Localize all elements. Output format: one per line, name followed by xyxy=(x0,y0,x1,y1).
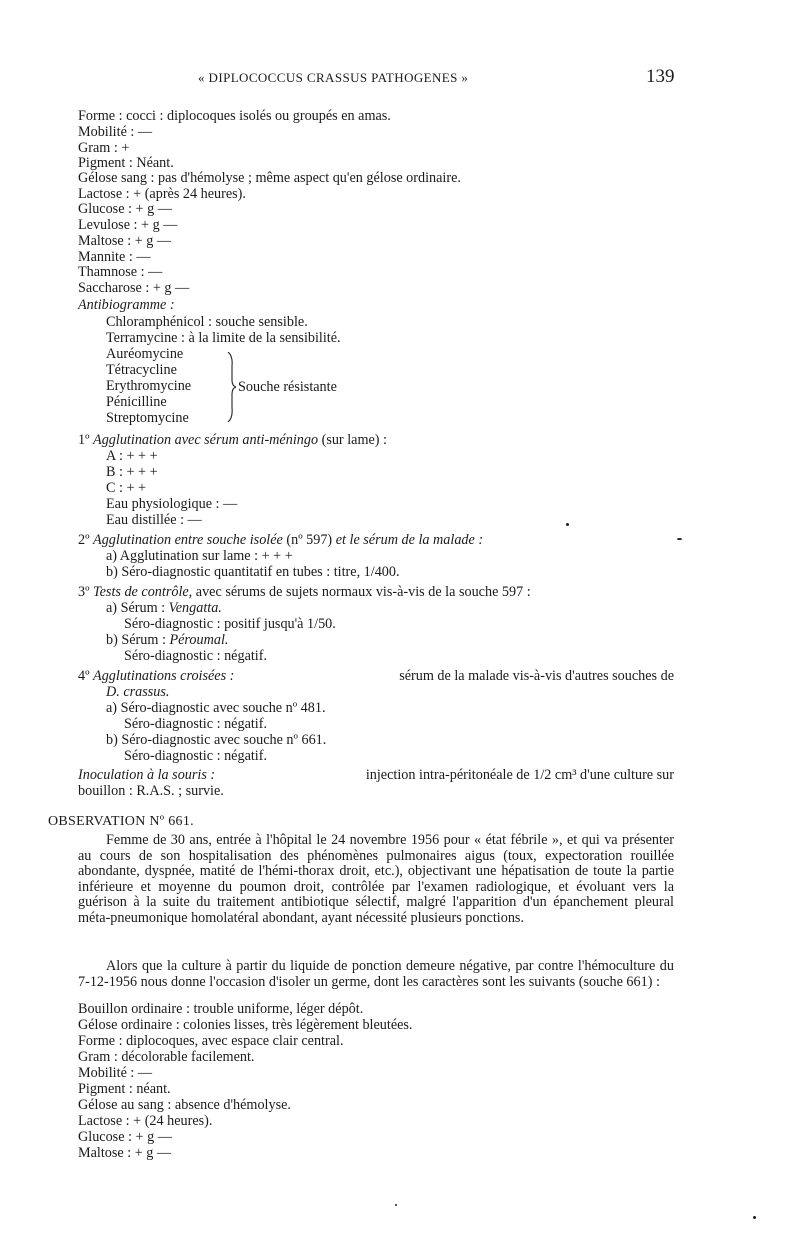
obs-prop-line: Gélose au sang : absence d'hémolyse. xyxy=(78,1097,291,1113)
prop-line: Saccharose : + g — xyxy=(78,280,190,296)
observation-heading: OBSERVATION Nº 661. xyxy=(48,814,194,829)
agglutination-1-heading: 1º Agglutination avec sérum anti-méningo (sur lame) : xyxy=(78,432,387,448)
obs-prop-line: Mobilité : — xyxy=(78,1065,153,1081)
obs-prop-line: Pigment : néant. xyxy=(78,1081,171,1097)
resistant-item: Tétracycline xyxy=(106,362,177,378)
tests-control-heading: 3º Tests de contrôle, avec sérums de sujets normaux vis-à-vis de la souche 597 : xyxy=(78,584,531,600)
inoculation-line-2: bouillon : R.A.S. ; survie. xyxy=(78,783,224,799)
prop-line: Pigment : Néant. xyxy=(78,155,174,171)
antibiogramme-heading: Antibiogramme : xyxy=(78,297,175,313)
resistant-item: Auréomycine xyxy=(106,346,184,362)
agglutination-result: C : + + xyxy=(106,480,147,496)
serum-a-line: a) Sérum : Vengatta. xyxy=(106,600,222,616)
agglutination-result: A : + + + xyxy=(106,448,158,464)
obs-prop-line: Forme : diplocoques, avec espace clair central. xyxy=(78,1033,344,1049)
agglutination-result: B : + + + xyxy=(106,464,158,480)
serum-b-result: Séro-diagnostic : négatif. xyxy=(124,648,268,664)
cross-b-line: b) Séro-diagnostic avec souche nº 661. xyxy=(106,732,327,748)
page-number: 139 xyxy=(646,66,675,87)
cross-a-result: Séro-diagnostic : négatif. xyxy=(124,716,268,732)
cross-agglutination-heading: 4º Agglutinations croisées : sérum de la malade vis-à-vis d'autres souches de xyxy=(78,668,674,684)
obs-prop-line: Glucose : + g — xyxy=(78,1129,172,1145)
prop-line: Gélose sang : pas d'hémolyse ; même aspect qu'en gélose ordinaire. xyxy=(78,170,461,186)
prop-line: Maltose : + g — xyxy=(78,233,172,249)
cross-a-line: a) Séro-diagnostic avec souche nº 481. xyxy=(106,700,326,716)
scan-speck xyxy=(395,1204,397,1206)
prop-line: Mannite : — xyxy=(78,249,151,265)
resistant-item: Pénicilline xyxy=(106,394,167,410)
prop-line: Glucose : + g — xyxy=(78,201,172,217)
scan-speck xyxy=(677,538,682,540)
prop-line: Levulose : + g — xyxy=(78,217,178,233)
resistant-item: Streptomycine xyxy=(106,410,189,426)
obs-prop-line: Gélose ordinaire : colonies lisses, très légèrement bleutées. xyxy=(78,1017,413,1033)
curly-brace xyxy=(226,352,236,422)
serum-a-result: Séro-diagnostic : positif jusqu'à 1/50. xyxy=(124,616,336,632)
prop-line: Gram : + xyxy=(78,140,130,156)
obs-prop-line: Gram : décolorable facilement. xyxy=(78,1049,255,1065)
obs-prop-line: Maltose : + g — xyxy=(78,1145,172,1161)
prop-line: Mobilité : — xyxy=(78,124,153,140)
agglutination-2-item: b) Séro-diagnostic quantitatif en tubes : titre, 1/400. xyxy=(106,564,400,580)
prop-line: Thamnose : — xyxy=(78,264,163,280)
scan-speck xyxy=(753,1216,756,1219)
resistant-label: Souche résistante xyxy=(238,379,337,395)
running-title: « DIPLOCOCCUS CRASSUS PATHOGENES » xyxy=(198,70,469,85)
inoculation-line: Inoculation à la souris : injection intra-péritonéale de 1/2 cm³ d'une culture sur xyxy=(78,767,674,783)
species-name: D. crassus. xyxy=(106,684,170,700)
obs-prop-line: Bouillon ordinaire : trouble uniforme, léger dépôt. xyxy=(78,1001,364,1017)
serum-b-line: b) Sérum : Péroumal. xyxy=(106,632,229,648)
resistant-item: Erythromycine xyxy=(106,378,192,394)
agglutination-result: Eau physiologique : — xyxy=(106,496,238,512)
agglutination-2-heading: 2º Agglutination entre souche isolée (nº 597) et le sérum de la malade : xyxy=(78,532,484,548)
agglutination-2-item: a) Agglutination sur lame : + + + xyxy=(106,548,293,564)
scan-speck xyxy=(566,523,569,526)
antibio-line: Chloramphénicol : souche sensible. xyxy=(106,314,308,330)
antibio-line: Terramycine : à la limite de la sensibilité. xyxy=(106,330,341,346)
prop-line: Forme : cocci : diplocoques isolés ou groupés en amas. xyxy=(78,108,391,124)
cross-b-result: Séro-diagnostic : négatif. xyxy=(124,748,268,764)
observation-paragraph-1: Femme de 30 ans, entrée à l'hôpital le 24 novembre 1956 pour « état fébrile », et qui va présenter au cours de son hospitalisation des phénomènes pulmonaires aigus (toux, expectoration rouillée abondante, dyspnée, matité de l'hémi-thorax droit, etc.), objectivant une hépatisation de toute la partie inférieure et moyenne du poumon droit, contrôlée par l'examen radiologique, et évoluant vers la guérison à la suite du traitement antibiotique sélectif, malgré l'apparition d'un épanchement pleural méta-pneumonique homolatéral abondant, ayant nécessité plusieurs ponctions. xyxy=(78,832,674,926)
prop-line: Lactose : + (après 24 heures). xyxy=(78,186,246,202)
running-header xyxy=(0,66,800,88)
obs-prop-line: Lactose : + (24 heures). xyxy=(78,1113,213,1129)
observation-paragraph-2: Alors que la culture à partir du liquide de ponction demeure négative, par contre l'hémoculture du 7-12-1956 nous donne l'occasion d'isoler un germe, dont les caractères sont les suivants (souche 661) : xyxy=(78,958,674,990)
agglutination-result: Eau distillée : — xyxy=(106,512,202,528)
